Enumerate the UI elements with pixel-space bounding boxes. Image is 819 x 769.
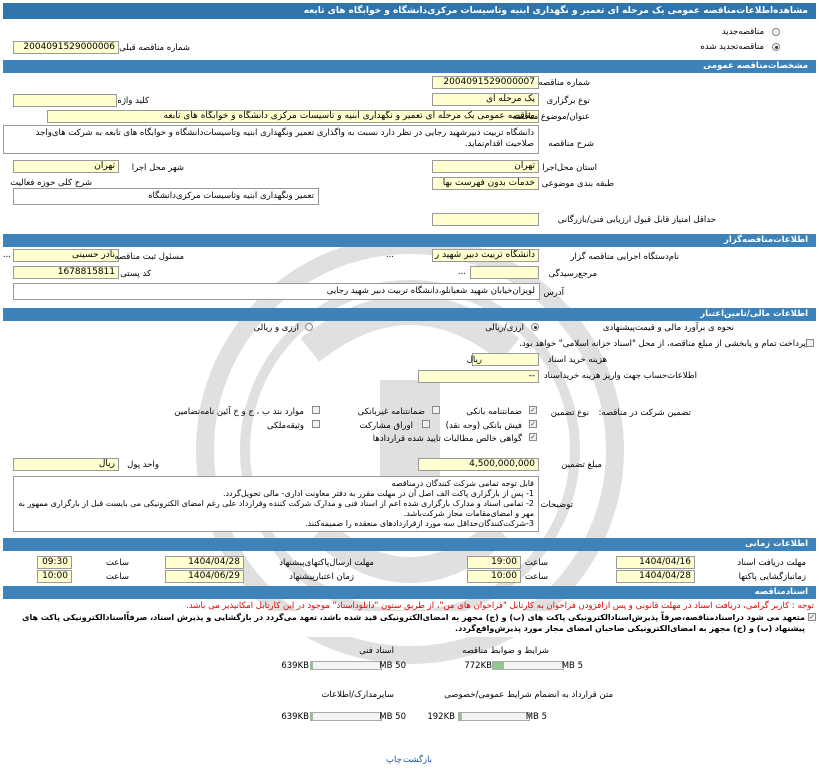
previous-number-label: شماره مناقصه قبلی xyxy=(119,43,190,53)
file-progress-fill xyxy=(311,662,313,669)
file-size: 772KB xyxy=(464,661,492,671)
guarantee-bonds-checkbox[interactable] xyxy=(422,420,430,428)
previous-number-field: 2004091529000006 xyxy=(13,41,119,54)
financial-section-header: اطلاعات مالی/تامین‌اعتبار xyxy=(3,308,816,321)
guarantee-cheque-checkbox[interactable]: ✓ xyxy=(530,420,536,428)
address-label: آدرس xyxy=(543,288,564,298)
postal-code-field: 1678815811 xyxy=(13,266,119,279)
guarantee-type-label: نوع تضمین xyxy=(550,408,589,418)
receive-label: مهلت دریافت اسناد xyxy=(737,558,806,568)
activity-field: تعمیر ونگهداری ابنیه وتاسیسات مرکزی‌دانشگاه xyxy=(13,188,319,205)
province-field: تهران xyxy=(432,160,539,173)
subject-field: مناقصه عمومی یک مرحله ای تعمیر و نگهداری ابنیه و تاسیسات مرکزی دانشگاه و خوابگاه های تابعه xyxy=(47,110,539,123)
open-time-field: 10:00 xyxy=(467,570,521,583)
guarantee-nonbank-label: ضمانتنامه غیربانکی xyxy=(357,407,425,417)
file-size: 192KB xyxy=(427,712,455,722)
category-field: خدمات بدون فهرست بها xyxy=(432,177,539,190)
guarantee-property-checkbox[interactable] xyxy=(312,420,320,428)
guarantee-bank-label: ضمانتنامه بانکی xyxy=(466,407,522,417)
notes-label: توضیحات xyxy=(540,500,573,510)
city-field: تهران xyxy=(13,160,119,173)
tender-type-label: نوع برگزاری xyxy=(546,96,590,106)
guarantee-claims-checkbox[interactable]: ✓ xyxy=(530,433,536,441)
open-label: زمانبازگشایی پاکتها xyxy=(738,572,806,582)
guarantee-amount-label: مبلغ تضمین xyxy=(561,460,602,470)
receive-time-field: 19:00 xyxy=(467,556,521,569)
tender-type-field: یک مرحله ای xyxy=(432,93,539,106)
guarantee-bank-checkbox[interactable]: ✓ xyxy=(530,406,536,414)
account-field: -- xyxy=(418,370,539,383)
document-cost-unit: ریال xyxy=(466,355,482,365)
send-time-label: ساعت xyxy=(105,558,129,568)
guarantee-label: تضمین شرکت در مناقصه: xyxy=(598,408,691,418)
timing-section-header: اطلاعات زمانی xyxy=(3,538,816,551)
file-progress-bar xyxy=(458,712,530,721)
min-score-field xyxy=(432,213,539,226)
estimate-currency-label: ارزی و ریالی xyxy=(253,323,299,333)
back-link[interactable]: بازگشت xyxy=(403,755,433,765)
validity-label: زمان اعتبارپیشنهاد xyxy=(289,572,354,582)
send-date-field: 1404/04/28 xyxy=(165,556,244,569)
print-link[interactable]: چاپ xyxy=(386,755,402,765)
estimate-currency-radio[interactable] xyxy=(305,323,313,331)
estimate-label: نحوه ی برآورد مالی و قیمت‌پیشنهادی xyxy=(602,323,734,333)
category-label: طبقه بندی موضوعی xyxy=(541,179,614,189)
keyword-field xyxy=(13,94,117,107)
file-progress-bar xyxy=(310,661,382,670)
treasury-text: پرداخت تمام و یابخشی از مبلغ مناقصه، از محل "اسناد خزانه اسلامی" خواهد بود. xyxy=(519,339,806,349)
file-name: متن قرارداد به انضمام شرایط عمومی/خصوصی xyxy=(444,690,613,700)
province-label: استان محل‌اجرا xyxy=(542,163,597,173)
document-cost-field xyxy=(472,353,539,366)
renewed-tender-radio[interactable] xyxy=(772,43,780,51)
send-label: مهلت ارسال‌پاکتهای‌پیشنهاد xyxy=(279,558,374,568)
guarantee-property-label: وثیقه‌ملکی xyxy=(266,421,304,431)
address-field: لویزان‌خیابان شهید شعبانلو،دانشگاه تربیت دبیر شهید رجایی xyxy=(13,283,540,300)
keyword-label: کلید واژه xyxy=(117,96,149,106)
description-label: شرح مناقصه xyxy=(548,139,594,149)
description-field: دانشگاه تربیت دبیرشهید رجایی در نظر دارد نسبت به واگذاری تعمیر ونگهداری ابنیه وتاسیسات‌دانشگاه و خوابگاه های تابعه به شرکت های‌واجد صلاحیت اقدام‌نماید. xyxy=(3,125,539,154)
tender-number-field: 2004091529000007 xyxy=(432,76,539,89)
file-size: 639KB xyxy=(281,712,309,722)
document-cost-label: هزینه خرید اسناد xyxy=(547,355,607,365)
organization-label: نام‌دستگاه اجرایی مناقصه گزار xyxy=(570,252,679,262)
currency-field: ریال xyxy=(13,458,119,471)
treasury-checkbox[interactable] xyxy=(806,339,814,347)
receive-time-label: ساعت xyxy=(524,558,548,568)
guarantee-bonds-label: اوراق مشارکت xyxy=(359,421,413,431)
page-title: مشاهده‌اطلاعات‌مناقصه عمومی یک مرحله ای تعمیر و نگهداری ابنیه وتاسیسات مرکزی‌دانشگاه و خوابگاه های تابعه xyxy=(3,3,816,19)
validity-time-field: 10:00 xyxy=(37,570,72,583)
new-tender-radio[interactable] xyxy=(772,28,780,36)
renewed-tender-label: مناقصه‌تجدید شده xyxy=(700,42,764,52)
estimate-rial-radio[interactable] xyxy=(531,323,539,331)
file-progress-fill xyxy=(459,713,462,720)
responsible-more[interactable]: ... xyxy=(2,250,11,260)
activity-label: شرح کلی حوزه فعالیت xyxy=(10,178,92,188)
validity-date-field: 1404/06/29 xyxy=(165,570,244,583)
file-progress-bar xyxy=(310,712,382,721)
guarantee-cheque-label: فیش بانکی (وجه نقد) xyxy=(445,421,522,431)
organizer-section-header: اطلاعات‌مناقصه‌گزار xyxy=(3,234,816,247)
responsible-field: نادر حسینی xyxy=(13,249,119,262)
reference-field xyxy=(470,266,539,279)
guarantee-nonbank-checkbox[interactable] xyxy=(432,406,440,414)
min-score-label: حداقل امتیاز قابل قبول ارزیابی فنی/بازرگانی xyxy=(557,215,716,225)
subject-label: عنوان/موضوع مناقصه xyxy=(512,112,590,122)
postal-code-label: کد پستی xyxy=(120,269,151,279)
city-label: شهر محل اجرا xyxy=(131,163,184,173)
commit-checkbox[interactable]: ✓ xyxy=(809,613,815,621)
receive-date-field: 1404/04/16 xyxy=(616,556,695,569)
currency-label: واحد پول xyxy=(127,460,159,470)
guarantee-other-label: موارد بند ب ، ج و خ آئین نامه‌تضامین xyxy=(174,407,304,417)
file-size: 639KB xyxy=(281,661,309,671)
estimate-rial-label: ارزی/ریالی xyxy=(485,323,524,333)
documents-section-header: اسنادمناقصه xyxy=(3,586,816,599)
file-name: شرایط و ضوابط مناقصه xyxy=(462,646,549,656)
file-name: اسناد فنی xyxy=(359,646,394,656)
guarantee-other-checkbox[interactable] xyxy=(312,406,320,414)
send-time-field: 09:30 xyxy=(37,556,72,569)
open-time-label: ساعت xyxy=(524,572,548,582)
file-progress-bar xyxy=(492,661,564,670)
validity-time-label: ساعت xyxy=(105,572,129,582)
responsible-label: مسئول ثبت مناقصه xyxy=(114,252,184,262)
file-max-size: 5 MB xyxy=(525,712,547,722)
file-progress-fill xyxy=(493,662,504,669)
file-max-size: 50 MB xyxy=(379,712,406,722)
open-date-field: 1404/04/28 xyxy=(616,570,695,583)
file-max-size: 50 MB xyxy=(379,661,406,671)
file-max-size: 5 MB xyxy=(561,661,583,671)
new-tender-label: مناقصه‌جدید xyxy=(721,27,764,37)
reference-more[interactable]: ... xyxy=(457,267,466,277)
notes-field: قابل توجه تمامی شرکت کنندگان درمناقصه 1- پس از بارگزاری پاکت الف اصل آن در مهلت مقرر به دفتر معاونت اداری- مالی تحویل‌گردد. 2- تمامی اسناد و مدارک بارگزاری شده اعم از اسناد فنی و مدارک شرکت کننده وقرارداد علی رغم امضای الکترونیکی می بایست قبل از بارگزاری ممهور به مهر و امضای‌مقامات مجاز شرکت‌باشد. 3-شرکت‌کنندگان‌حداقل سه مورد ازقراردادهای منعقده را ضمیمه‌کنند. xyxy=(13,476,539,532)
file-progress-fill xyxy=(311,713,313,720)
tender-number-label: شماره مناقصه xyxy=(538,78,590,88)
reference-label: مرجع‌رسیدگی xyxy=(548,269,597,279)
organization-field: دانشگاه تربیت دبیر شهید ر xyxy=(432,249,539,262)
general-section-header: مشخصات‌مناقصه عمومی xyxy=(3,60,816,73)
documents-notice: توجه : کاربر گرامی، دریافت اسناد در مهلت قانونی و پس ازافزودن فراخوان به کارتابل "فراخوان های من"، از طریق ستون "دانلوداسناد" موجود در این کارتابل امکانپذیر می باشد. xyxy=(186,601,814,611)
guarantee-claims-label: گواهی خالص مطالبات تایید شده قراردادها xyxy=(372,434,522,444)
file-name: سایرمدارک/اطلاعات xyxy=(321,690,394,700)
commit-text: متعهد می شود دراسنادمناقصه،صرفاً پذیرش‌اسنادالکترونیکی پاکت های (ب) و (ج) مجهز به امضای‌الکترونیکی قید شده باشد، تعهد می‌گردد در بازگشایی و پذیرش اسناد، صرفاً‌اسنادالکترونیکی پاکت های پیشنهاد (ب) و (ج) مجهز به امضای‌الکترونیکی صاحبان امضای مجاز مورد پذیرش‌واقع‌گردد. xyxy=(3,611,807,637)
organization-more[interactable]: ... xyxy=(385,250,394,260)
account-label: اطلاعات‌حساب جهت واریز هزینه خریداسناد xyxy=(543,371,697,381)
guarantee-amount-field: 4,500,000,000 xyxy=(418,458,539,471)
